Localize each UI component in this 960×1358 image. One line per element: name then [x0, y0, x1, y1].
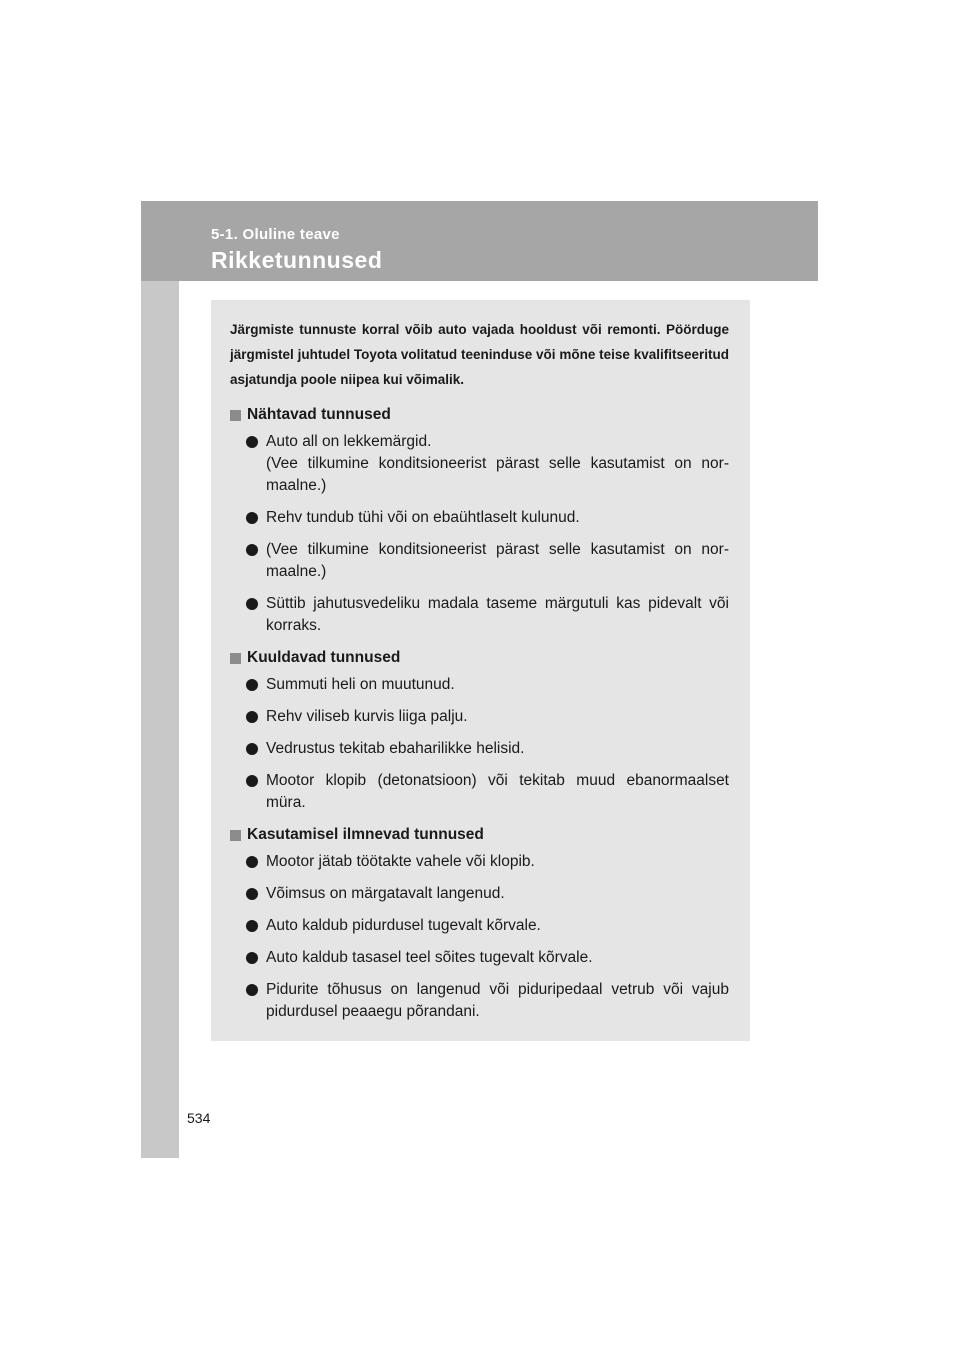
group-heading-label: Kuuldavad tunnused [247, 649, 401, 666]
group-heading-label: Nähtavad tunnused [247, 406, 391, 423]
item-text: (Vee tilkumine konditsioneerist pärast selle kasutamist on nor-maalne.) [266, 541, 729, 580]
item-subtext: (Vee tilkumine konditsioneerist pärast selle kasutamist on nor-maalne.) [266, 455, 729, 494]
group-heading-audible [230, 647, 729, 669]
group-heading-visible [230, 404, 729, 426]
list-item [230, 979, 729, 1023]
list-item [230, 915, 729, 937]
round-bullet-icon [246, 952, 258, 964]
section-label: 5-1. Oluline teave [211, 226, 340, 243]
list-item [230, 539, 729, 583]
round-bullet-icon [246, 436, 258, 448]
list-item [230, 851, 729, 873]
list-item [230, 431, 729, 497]
round-bullet-icon [246, 743, 258, 755]
item-text: Mootor klopib (detonatsioon) või tekitab muud ebanormaalset müra. [266, 772, 729, 811]
square-bullet-icon [230, 410, 241, 421]
square-bullet-icon [230, 653, 241, 664]
group-heading-label: Kasutamisel ilmnevad tunnused [247, 826, 484, 843]
page-number: 534 [187, 1110, 211, 1126]
square-bullet-icon [230, 830, 241, 841]
item-text: Pidurite tõhusus on langenud või piduripedaal vetrub või vajub pidurdusel peaaegu põrandani. [266, 981, 729, 1020]
list-item [230, 947, 729, 969]
round-bullet-icon [246, 920, 258, 932]
item-text: Võimsus on märgatavalt langenud. [266, 885, 505, 902]
list-item [230, 674, 729, 696]
item-text: Auto kaldub pidurdusel tugevalt kõrvale. [266, 917, 541, 934]
list-item [230, 883, 729, 905]
page-title: Rikketunnused [211, 247, 383, 273]
group-heading-operational [230, 824, 729, 846]
side-margin-strip [141, 281, 179, 1158]
round-bullet-icon [246, 711, 258, 723]
item-text: Auto all on lekkemärgid. [266, 433, 432, 450]
list-item [230, 770, 729, 814]
item-list [230, 431, 729, 637]
list-item [230, 507, 729, 529]
item-list [230, 851, 729, 1023]
item-list [230, 674, 729, 814]
round-bullet-icon [246, 544, 258, 556]
list-item [230, 706, 729, 728]
round-bullet-icon [246, 856, 258, 868]
round-bullet-icon [246, 888, 258, 900]
round-bullet-icon [246, 679, 258, 691]
item-text: Mootor jätab töötakte vahele või klopib. [266, 853, 535, 870]
item-text: Süttib jahutusvedeliku madala taseme märgutuli kas pidevalt või korraks. [266, 595, 729, 634]
content-box [211, 300, 750, 1041]
round-bullet-icon [246, 598, 258, 610]
item-text: Auto kaldub tasasel teel sõites tugevalt kõrvale. [266, 949, 593, 966]
intro-paragraph: Järgmiste tunnuste korral võib auto vajada hooldust või remonti. Pöörduge järgmistel juhtudel Toyota volitatud teeninduse või mõne teise kvalifitseeritud asjatundja poole niipea kui võimalik. [230, 322, 729, 387]
item-text: Rehv viliseb kurvis liiga palju. [266, 708, 468, 725]
round-bullet-icon [246, 512, 258, 524]
list-item [230, 738, 729, 760]
item-text: Vedrustus tekitab ebaharilikke helisid. [266, 740, 525, 757]
item-text: Rehv tundub tühi või on ebaühtlaselt kulunud. [266, 509, 580, 526]
item-text: Summuti heli on muutunud. [266, 676, 455, 693]
round-bullet-icon [246, 775, 258, 787]
round-bullet-icon [246, 984, 258, 996]
list-item [230, 593, 729, 637]
